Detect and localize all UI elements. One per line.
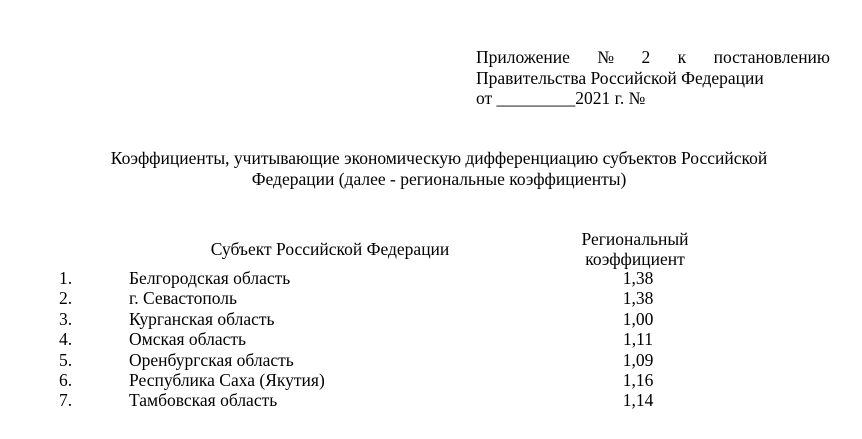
- row-subject: Омская область: [129, 329, 247, 350]
- annex-header: [476, 47, 830, 109]
- annex-line-1: [476, 47, 830, 68]
- row-coefficient: 1,11: [623, 329, 653, 350]
- annex-word-resolution: постановлению: [713, 47, 830, 67]
- row-coefficient: 1,38: [622, 268, 654, 288]
- row-number: 6.: [59, 369, 73, 390]
- table-row: [0, 288, 862, 308]
- row-number: 3.: [59, 308, 73, 329]
- row-subject: Оренбургская область: [129, 349, 294, 370]
- annex-line-2: Правительства Российской Федерации: [476, 67, 764, 88]
- annex-word-appendix: Приложение: [476, 47, 570, 67]
- document-title: [60, 148, 818, 189]
- title-line-2: Федерации (далее - региональные коэффициенты): [251, 168, 627, 189]
- column-header-subject: Субъект Российской Федерации: [210, 239, 450, 259]
- title-line-1: Коэффициенты, учитывающие экономическую дифференциацию субъектов Российской: [110, 148, 768, 168]
- row-subject: г. Севастополь: [129, 288, 237, 309]
- row-subject: Тамбовская область: [129, 390, 278, 411]
- table-row: [0, 350, 862, 370]
- table-row: [0, 309, 862, 329]
- column-header-coefficient: [545, 229, 725, 269]
- row-coefficient: 1,00: [622, 308, 654, 329]
- annex-line-3: от _________2021 г. №: [476, 88, 646, 108]
- table-row: [0, 268, 862, 288]
- row-number: 4.: [59, 329, 73, 350]
- row-coefficient: 1,16: [622, 369, 654, 390]
- row-number: 5.: [59, 349, 73, 370]
- coefficients-table: [0, 268, 862, 411]
- annex-word-number: 2: [641, 47, 651, 67]
- table-row: [0, 370, 862, 390]
- table-row: [0, 329, 862, 349]
- row-coefficient: 1,38: [622, 288, 654, 309]
- row-subject: Курганская область: [129, 308, 275, 329]
- row-coefficient: 1,14: [622, 390, 654, 411]
- row-number: 7.: [59, 390, 73, 411]
- column-header-coefficient-line-2: коэффициент: [585, 249, 685, 269]
- column-header-coefficient-line-1: Региональный: [581, 229, 689, 249]
- annex-word-number-sign: №: [597, 47, 615, 67]
- row-number: 2.: [59, 288, 73, 309]
- row-coefficient: 1,09: [622, 349, 654, 370]
- row-subject: Белгородская область: [129, 268, 291, 288]
- row-number: 1.: [59, 268, 73, 288]
- table-row: [0, 390, 862, 410]
- row-subject: Республика Саха (Якутия): [129, 369, 325, 390]
- annex-word-to: к: [677, 47, 687, 67]
